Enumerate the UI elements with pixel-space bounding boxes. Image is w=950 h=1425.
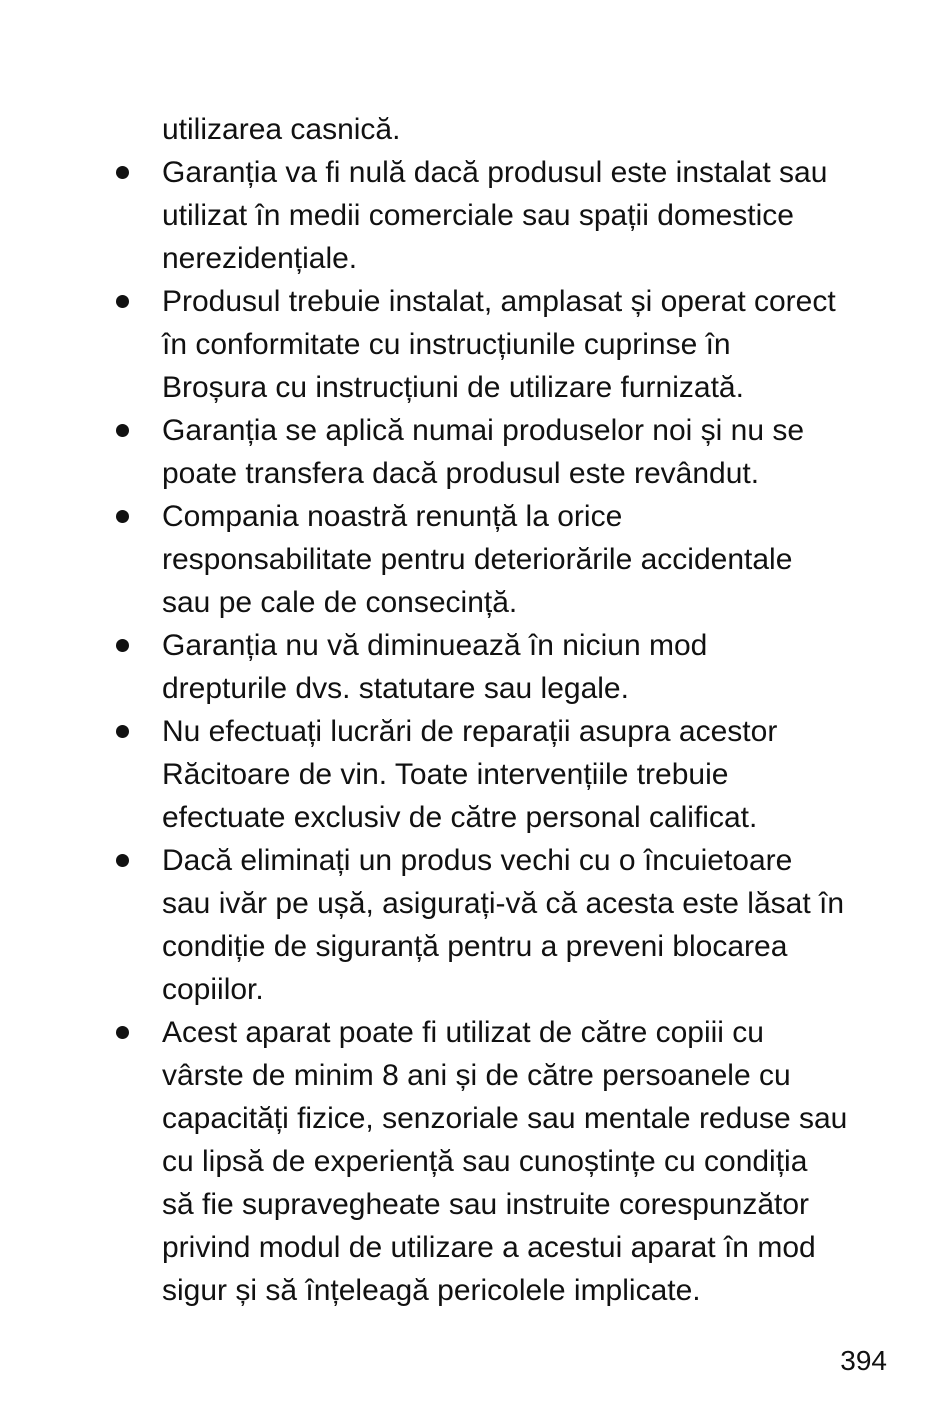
line-text: responsabilitate pentru deteriorările accidentale <box>162 543 793 576</box>
bullet-item-6-line-3 <box>0 796 950 839</box>
bullet-item-1-line-1 <box>0 151 950 194</box>
line-text: vârste de minim 8 ani și de către persoanele cu <box>162 1059 791 1092</box>
bullet-item-7-line-2 <box>0 882 950 925</box>
bullet-item-8-line-6 <box>0 1226 950 1269</box>
bullet-item-2-line-3 <box>0 366 950 409</box>
line-text: Garanția nu vă diminuează în niciun mod <box>162 629 708 662</box>
line-text: copiilor. <box>162 973 264 1006</box>
bullet-icon <box>116 424 129 437</box>
line-text: privind modul de utilizare a acestui aparat în mod <box>162 1231 816 1264</box>
line-text: în conformitate cu instrucțiunile cuprinse în <box>162 328 731 361</box>
bullet-icon <box>116 166 129 179</box>
bullet-icon <box>116 1026 129 1039</box>
line-text: sau pe cale de consecință. <box>162 586 518 619</box>
line-text: Compania noastră renunță la orice <box>162 500 623 533</box>
bullet-icon <box>116 510 129 523</box>
line-text: Dacă eliminați un produs vechi cu o încuietoare <box>162 844 793 877</box>
line-text: Produsul trebuie instalat, amplasat și operat corect <box>162 285 836 318</box>
bullet-item-3-line-2 <box>0 452 950 495</box>
page-number: 394 <box>840 1345 887 1376</box>
bullet-item-7-line-1 <box>0 839 950 882</box>
line-text: drepturile dvs. statutare sau legale. <box>162 672 629 705</box>
line-text: Acest aparat poate fi utilizat de către copiii cu <box>162 1016 764 1049</box>
bullet-item-1-line-3 <box>0 237 950 280</box>
bullet-item-2-line-2 <box>0 323 950 366</box>
bullet-item-4-line-3 <box>0 581 950 624</box>
bullet-item-8-line-1 <box>0 1011 950 1054</box>
bullet-icon <box>116 725 129 738</box>
line-text: sau ivăr pe ușă, asigurați-vă că acesta este lăsat în <box>162 887 845 920</box>
line-text: sigur și să înțeleagă pericolele implicate. <box>162 1274 701 1307</box>
text-body <box>0 108 950 1312</box>
bullet-item-4-line-1 <box>0 495 950 538</box>
line-text: Garanția va fi nulă dacă produsul este instalat sau <box>162 156 828 189</box>
bullet-item-5-line-2 <box>0 667 950 710</box>
line-text: să fie supravegheate sau instruite corespunzător <box>162 1188 810 1221</box>
bullet-icon <box>116 295 129 308</box>
line-text: capacități fizice, senzoriale sau mentale reduse sau <box>162 1102 848 1135</box>
line-text: condiție de siguranță pentru a preveni blocarea <box>162 930 788 963</box>
continuation-line <box>0 108 950 151</box>
bullet-item-3-line-1 <box>0 409 950 452</box>
bullet-item-7-line-3 <box>0 925 950 968</box>
bullet-item-5-line-1 <box>0 624 950 667</box>
bullet-item-4-line-2 <box>0 538 950 581</box>
line-text: poate transfera dacă produsul este revândut. <box>162 457 760 490</box>
line-text: efectuate exclusiv de către personal calificat. <box>162 801 758 834</box>
line-text: utilizarea casnică. <box>162 113 401 146</box>
bullet-item-6-line-2 <box>0 753 950 796</box>
bullet-icon <box>116 854 129 867</box>
line-text: nerezidențiale. <box>162 242 358 275</box>
line-text: Răcitoare de vin. Toate intervențiile trebuie <box>162 758 729 791</box>
bullet-item-2-line-1 <box>0 280 950 323</box>
bullet-icon <box>116 639 129 652</box>
bullet-item-8-line-2 <box>0 1054 950 1097</box>
line-text: Nu efectuați lucrări de reparații asupra acestor <box>162 715 778 748</box>
bullet-item-6-line-1 <box>0 710 950 753</box>
bullet-item-1-line-2 <box>0 194 950 237</box>
bullet-item-8-line-5 <box>0 1183 950 1226</box>
bullet-item-8-line-7 <box>0 1269 950 1312</box>
bullet-item-7-line-4 <box>0 968 950 1011</box>
line-text: Broșura cu instrucțiuni de utilizare furnizată. <box>162 371 744 404</box>
bullet-item-8-line-4 <box>0 1140 950 1183</box>
line-text: cu lipsă de experiență sau cunoștințe cu condiția <box>162 1145 808 1178</box>
line-text: utilizat în medii comerciale sau spații domestice <box>162 199 794 232</box>
bullet-item-8-line-3 <box>0 1097 950 1140</box>
line-text: Garanția se aplică numai produselor noi și nu se <box>162 414 805 447</box>
